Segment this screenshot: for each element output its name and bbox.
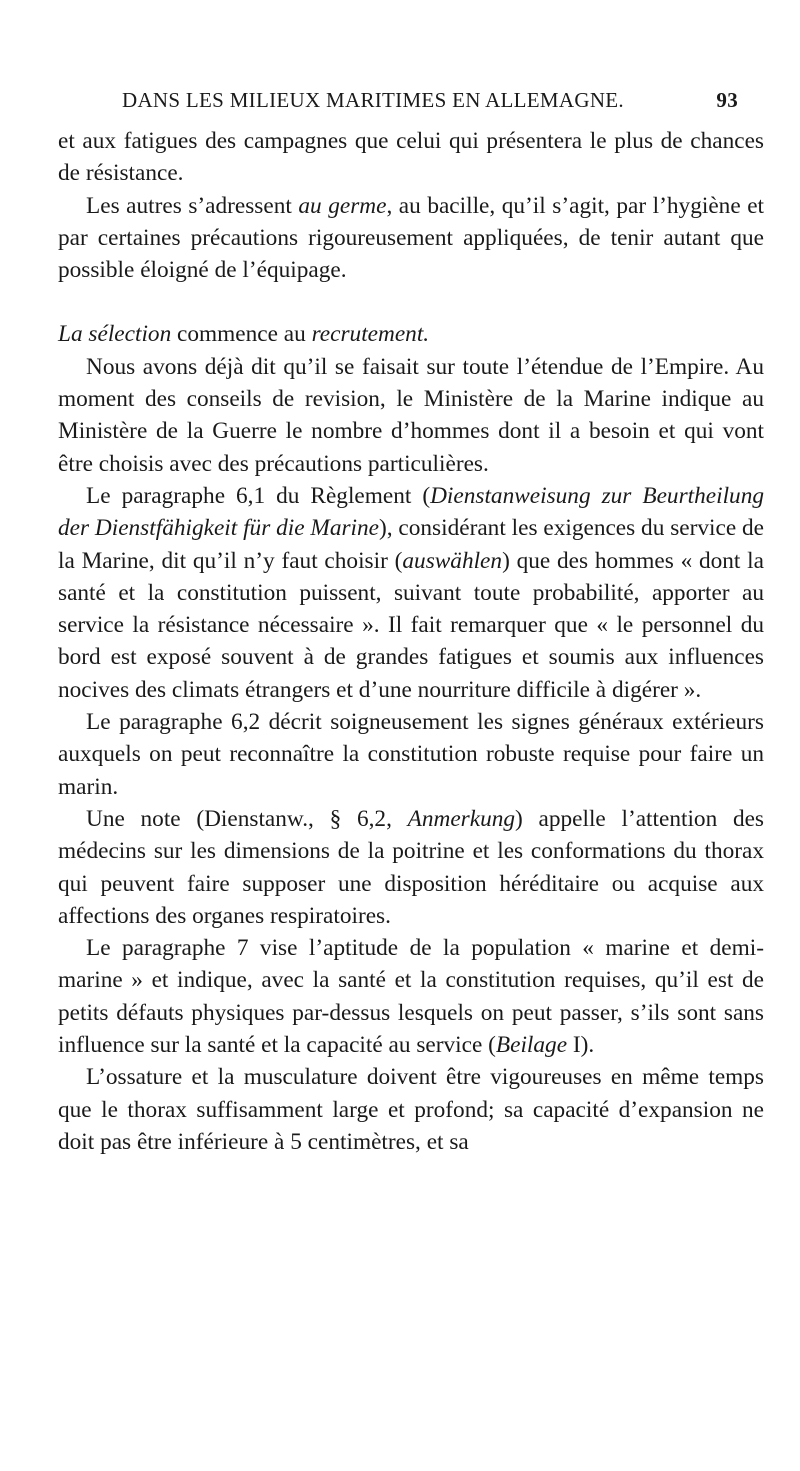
page-number: 93 [716, 88, 738, 112]
text-run: I). [567, 1032, 595, 1059]
text-run: ) appelle l’attention des médecins sur les dimensions de la poitrine et les conformations du thorax qui peuvent faire supposer une disposition héréditaire ou acquise aux affections des organes respiratoires. [58, 805, 764, 929]
page-body [58, 125, 764, 1158]
paragraph-text: Nous avons déjà dit qu’il se faisait sur toute l’étendue de l’Empire. Au moment des conseils de revision, le Ministère de la Marine indique au Ministère de la Guerre le nombre d’hommes dont il a besoin et qui vont être choisis avec des précautions particulières. [58, 353, 764, 477]
text-run: Une note (Dienstanw., § 6,2, [86, 805, 408, 832]
text-run: , au bacille, qu’il s’agit, par l’hygiène et par certaines précautions rigoureusement appliquées, de tenir autant que possible éloigné de l’équipage. [58, 192, 765, 284]
paragraph-ossature [58, 1061, 764, 1158]
page-header [58, 88, 738, 116]
text-run: Le paragraphe 6,1 du Règlement ( [86, 482, 431, 509]
paragraph-text: et aux fatigues des campagnes que celui qui présentera le plus de chances de résistance. [58, 128, 764, 187]
italic-term: recrutement. [311, 321, 430, 348]
italic-term: au germe [298, 192, 387, 219]
text-run: commence au [171, 321, 312, 348]
text-run: ) que des hommes « dont la santé et la constitution puissent, suivant toute probabilité, apporter au service la résistance nécessaire ». Il fait remarquer que « le personnel du bord est exposé souvent à de grandes fatigues et soumis aux influences nocives des climats étrangers et d’une nourriture difficile à digérer ». [58, 547, 764, 703]
paragraph-germe [58, 190, 764, 287]
italic-term: Anmerkung [407, 805, 516, 832]
paragraph-text: L’ossature et la musculature doivent être vigoureuses en même temps que le thorax suffisamment large et profond; sa capacité d’expansion ne doit pas être inférieure à 5 centimètres, et sa [58, 1064, 764, 1155]
paragraph-reglement [58, 480, 764, 706]
italic-term: auswählen [402, 547, 503, 574]
text-run: Le paragraphe 7 vise l’aptitude de la population « marine et demi-marine » et indique, avec la santé et la constitution requises, qu’il est de petits défauts physiques par-dessus lesquels on peut passer, s’ils sont sans influence sur la santé et la capacité au service ( [58, 935, 764, 1059]
text-run: ), considérant les exigences du service de la Marine, dit qu’il n’y faut choisir ( [58, 515, 764, 574]
italic-term: Beilage [495, 1032, 568, 1059]
paragraph-aptitude [58, 932, 764, 1061]
italic-term: Dienstanweisung zur Beurtheilung der Dienstfähigkeit für die Marine [58, 482, 764, 542]
text-run: Les autres s’adressent [86, 192, 299, 219]
italic-term: La sélection [58, 321, 172, 348]
section-heading-selection [58, 318, 764, 350]
paragraph-note [58, 803, 764, 932]
paragraph-empire [58, 351, 764, 480]
paragraph-text: Le paragraphe 6,2 décrit soigneusement les signes généraux extérieurs auxquels on peut reconnaître la constitution robuste requise pour faire un marin. [58, 709, 764, 800]
paragraph-signes [58, 706, 764, 803]
running-title: DANS LES MILIEUX MARITIMES EN ALLEMAGNE. [122, 88, 624, 112]
paragraph-continuation [58, 125, 764, 190]
